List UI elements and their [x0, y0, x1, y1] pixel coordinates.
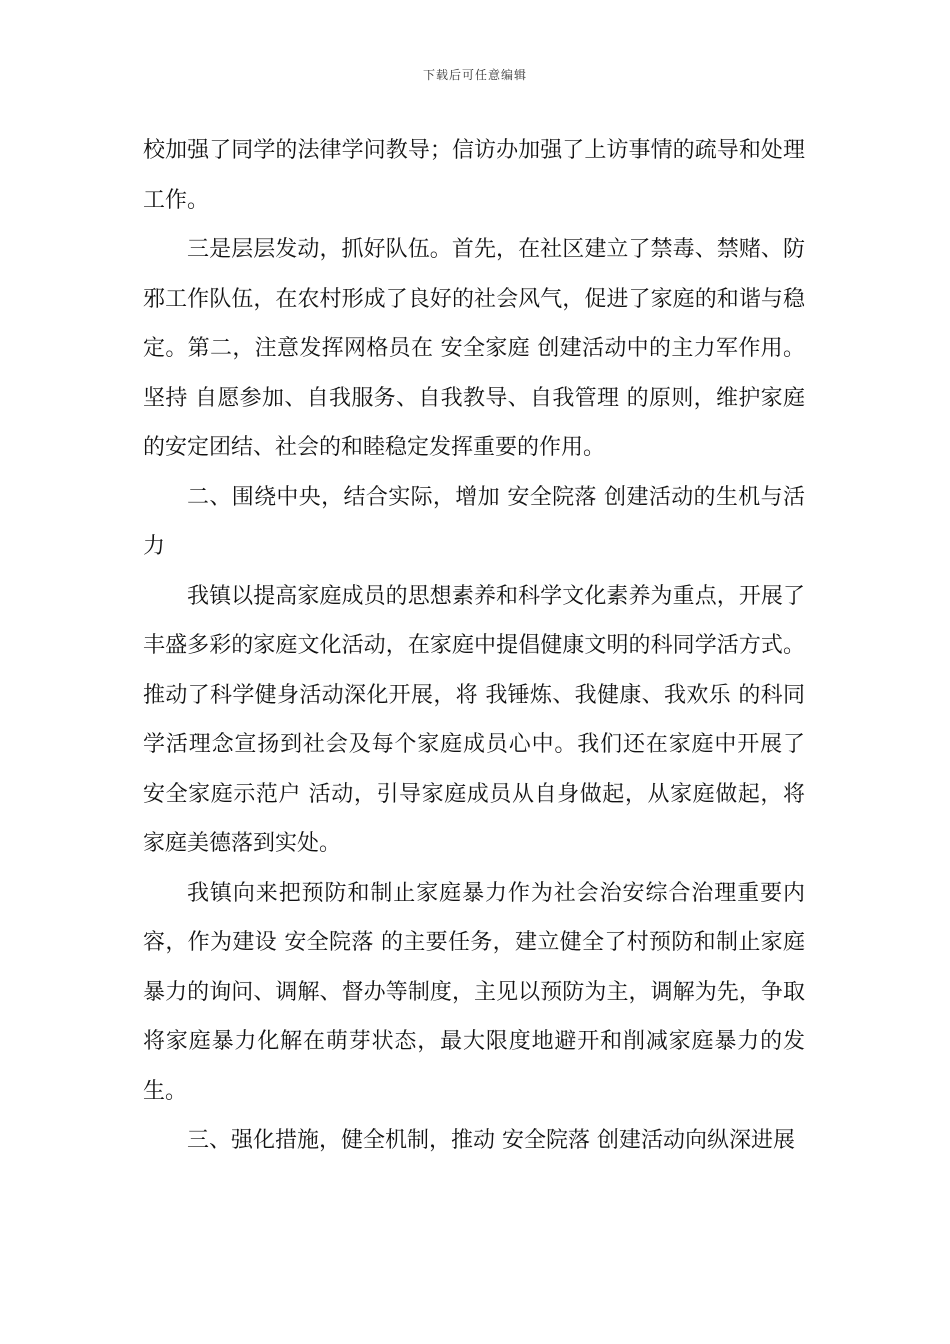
paragraph-2: 三是层层发动，抓好队伍。首先，在社区建立了禁毒、禁赌、防邪工作队伍，在农村形成了良好的社会风气，促进了家庭的和谐与稳定。第二，注意发挥网格员在 安全家庭 创建活动中的主力军作用。坚持 自愿参加、自我服务、自我教导、自我管理 的原则，维护家庭的安定团结、社会的和睦稳定发挥重要的作用。 [143, 237, 805, 460]
section-heading-2: 二、围绕中央，结合实际，增加 安全院落 创建活动的生机与活力 [143, 484, 805, 559]
paragraph-4: 我镇向来把预防和制止家庭暴力作为社会治安综合治理重要内容，作为建设 安全院落 的主要任务，建立健全了村预防和制止家庭暴力的询问、调解、督办等制度，主见以预防为主，调解为先，争取将家庭暴力化解在萌芽状态，最大限度地避开和削减家庭暴力的发生。 [143, 880, 805, 1104]
document-body [143, 126, 805, 1166]
paragraph-3: 我镇以提高家庭成员的思想素养和科学文化素养为重点，开展了丰盛多彩的家庭文化活动，在家庭中提倡健康文明的科同学活方式。推动了科学健身活动深化开展，将 我锤炼、我健康、我欢乐 的科同学活理念宣扬到社会及每个家庭成员心中。我们还在家庭中开展了 安全家庭示范户 活动，引导家庭成员从自身做起，从家庭做起，将家庭美德落到实处。 [143, 583, 805, 856]
paragraph-1: 校加强了同学的法律学问教导；信访办加强了上访事情的疏导和处理工作。 [143, 138, 805, 213]
section-heading-3: 三、强化措施，健全机制，推动 安全院落 创建活动向纵深进展 [187, 1128, 795, 1153]
page-header: 下载后可任意编辑 [422, 68, 527, 82]
